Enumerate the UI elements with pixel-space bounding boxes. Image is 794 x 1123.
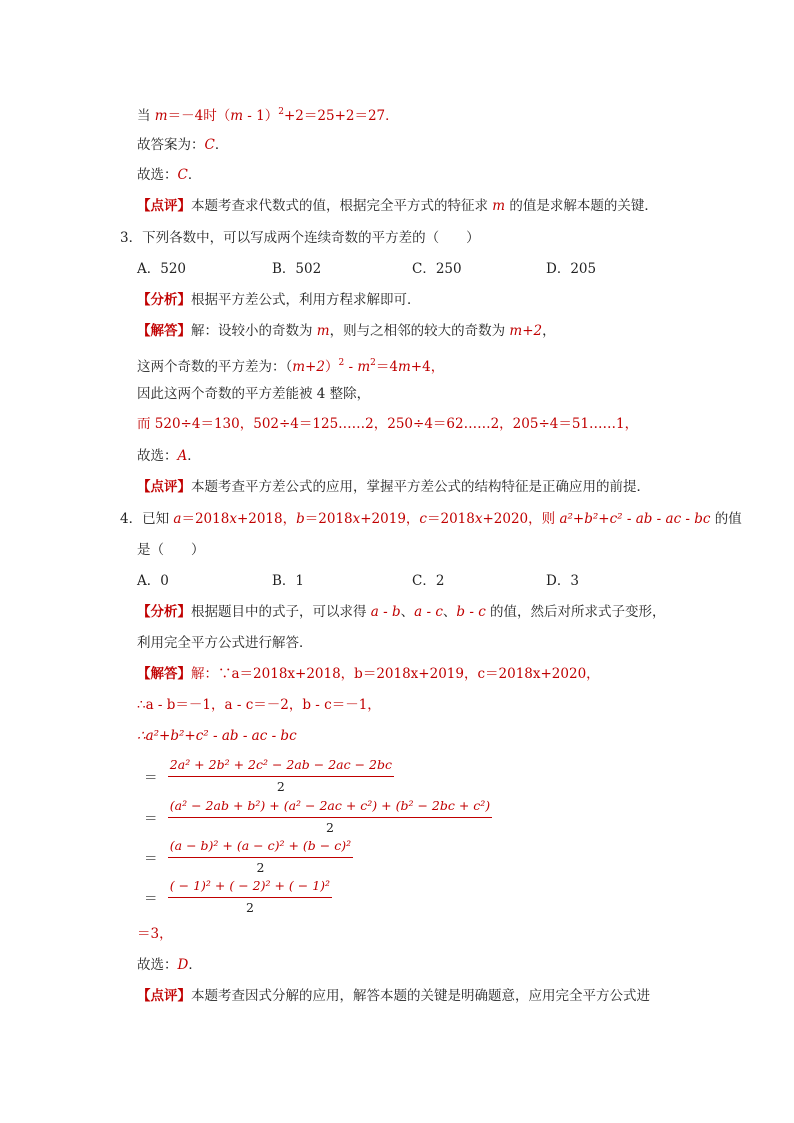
fraction — [168, 877, 332, 916]
q4-stem-cont: 是（ ） — [137, 542, 205, 558]
q3-solution-line4: 而 520÷4＝130，502÷4＝125……2，250÷4＝62……2，205÷4＝51……1， — [137, 416, 639, 432]
numerator: ( − 1)² + ( − 2)² + ( − 1)² — [168, 877, 332, 898]
var: a — [173, 511, 182, 527]
denominator: 2 — [326, 820, 334, 835]
answer-value: A — [177, 448, 188, 464]
expression: a - c — [414, 604, 443, 620]
analysis-tag: 【分析】 — [137, 292, 191, 308]
q4-result: ＝3， — [137, 926, 173, 942]
q4-option-c: C．2 — [412, 573, 445, 589]
text: 这两个奇数的平方差为：（ — [137, 359, 293, 375]
fraction-step-4 — [144, 877, 332, 916]
fraction — [168, 797, 492, 836]
q4-option-b: B．1 — [272, 573, 305, 589]
q4-option-a: A．0 — [137, 573, 169, 589]
text: 的值是求解本题的关键． — [505, 198, 658, 214]
denominator: 2 — [245, 900, 254, 915]
q2-comment — [137, 196, 658, 216]
q2-answer-line — [137, 135, 228, 155]
q2-eval-line — [137, 102, 399, 126]
var-m: m — [492, 198, 506, 214]
denominator: 2 — [256, 860, 265, 875]
solution-tag: 【解答】 — [137, 666, 191, 682]
text: - 1） — [243, 108, 279, 124]
var-m: m — [230, 108, 244, 124]
comment-tag: 【点评】 — [137, 988, 191, 1004]
text: 故选： — [137, 957, 178, 973]
expression: a²+b²+c² - ab - ac - bc — [559, 511, 711, 527]
var: m+2 — [292, 359, 325, 375]
fraction — [168, 756, 394, 795]
text: 本题考查因式分解的应用，解答本题的关键是明确题意，应用完全平方公式进 — [191, 988, 650, 1004]
q4-solution-line1 — [137, 664, 600, 684]
text: ） — [324, 359, 339, 375]
numerator: (a − b)² + (a − c)² + (b − c)² — [168, 837, 353, 858]
solution-tag: 【解答】 — [137, 323, 191, 339]
answer-value: C — [204, 137, 215, 153]
analysis-tag: 【分析】 — [137, 604, 191, 620]
text: 解：∵a＝2018x+2018，b＝2018x+2019，c＝2018x+2020， — [191, 666, 600, 682]
numerator: (a² − 2ab + b²) + (a² − 2ac + c²) + (b² − 2bc + c²) — [168, 797, 492, 818]
exponent: 2 — [338, 358, 345, 368]
denominator: 2 — [276, 779, 285, 794]
exponent: 2 — [370, 358, 376, 368]
text: ． — [187, 448, 201, 464]
q3-stem: 3．下列各数中，可以写成两个连续奇数的平方差的（ ） — [120, 230, 480, 246]
q3-analysis — [137, 290, 421, 310]
q2-choose-line — [137, 165, 201, 185]
expression: b - c — [456, 604, 486, 620]
text: 的值 — [710, 511, 742, 527]
equals-sign: ＝ — [144, 810, 158, 827]
q4-comment — [137, 986, 650, 1006]
text: ，则与之相邻的较大的奇数为 — [329, 323, 510, 339]
text: 解：设较小的奇数为 — [191, 323, 317, 339]
answer-value: D — [177, 957, 189, 973]
q3-comment — [137, 477, 650, 497]
q3-option-d: D．205 — [546, 261, 597, 277]
text: 故选： — [137, 167, 178, 183]
var: c — [419, 511, 427, 527]
numerator: 2a² + 2b² + 2c² − 2ab − 2ac − 2bc — [168, 756, 394, 777]
var: x — [229, 511, 237, 527]
q4-solution-line3: ∴a²+b²+c² - ab - ac - bc — [137, 728, 297, 744]
comment-tag: 【点评】 — [137, 479, 191, 495]
fraction-step-1 — [144, 756, 394, 795]
text: 、 — [442, 604, 457, 620]
q4-analysis-line2: 利用完全平方公式进行解答． — [137, 635, 313, 651]
text: +2018， — [236, 511, 297, 527]
text: 、 — [400, 604, 415, 620]
q4-stem — [120, 509, 742, 529]
text: 本题考查求代数式的值，根据完全平方式的特征求 — [191, 198, 493, 214]
text: +2＝25+2＝27． — [283, 108, 399, 124]
var: m — [357, 359, 371, 375]
var: b — [296, 511, 305, 527]
text: +4， — [410, 359, 445, 375]
text: +2020，则 — [482, 511, 560, 527]
fraction — [168, 837, 353, 876]
equals-sign: ＝ — [144, 850, 158, 867]
text: +2019， — [360, 511, 420, 527]
q4-choose-line — [137, 955, 202, 975]
var: m+2 — [509, 323, 543, 339]
q3-option-a: A．520 — [137, 261, 187, 277]
text: ＝－4时（ — [167, 108, 231, 124]
q4-analysis-line1 — [137, 602, 666, 622]
text: 根据题目中的式子，可以求得 — [191, 604, 371, 620]
fraction-step-2 — [144, 797, 492, 836]
comment-tag: 【点评】 — [137, 198, 191, 214]
var: x — [474, 511, 483, 527]
text: ＝2018 — [426, 511, 475, 527]
text: ， — [542, 323, 556, 339]
q3-option-c: C．250 — [412, 261, 462, 277]
q3-solution-line2 — [137, 353, 444, 377]
q3-choose-line — [137, 446, 201, 466]
exponent: 2 — [278, 107, 284, 117]
text: 的值，然后对所求式子变形， — [485, 604, 666, 620]
text: ． — [187, 167, 202, 183]
answer-value: C — [177, 167, 188, 183]
equals-sign: ＝ — [144, 769, 158, 786]
var-m: m — [154, 108, 168, 124]
text: 当 — [137, 108, 155, 124]
text: ＝4 — [375, 359, 398, 375]
q4-solution-line2: ∴a - b＝－1，a - c＝－2，b - c＝－1， — [137, 697, 381, 713]
equals-sign: ＝ — [144, 890, 158, 907]
var: x — [352, 511, 361, 527]
fraction-step-3 — [144, 837, 353, 876]
text: 故选： — [137, 448, 178, 464]
text: 根据平方差公式，利用方程求解即可． — [191, 292, 421, 308]
var: m — [397, 359, 411, 375]
q3-solution-line3: 因此这两个奇数的平方差能被 4 整除， — [137, 386, 371, 402]
expression: a - b — [370, 604, 401, 620]
q4-option-d: D．3 — [546, 573, 579, 589]
text: - — [344, 359, 358, 375]
q3-option-b: B．502 — [272, 261, 322, 277]
text: 4．已知 — [120, 511, 174, 527]
q3-solution-line1 — [137, 321, 556, 341]
text: ． — [188, 957, 202, 973]
text: 故答案为： — [137, 137, 205, 153]
text: ＝2018 — [304, 511, 353, 527]
var: m — [316, 323, 330, 339]
text: ． — [214, 137, 229, 153]
text: 本题考查平方差公式的应用，掌握平方差公式的结构特征是正确应用的前提． — [191, 479, 650, 495]
text: ＝2018 — [181, 511, 230, 527]
